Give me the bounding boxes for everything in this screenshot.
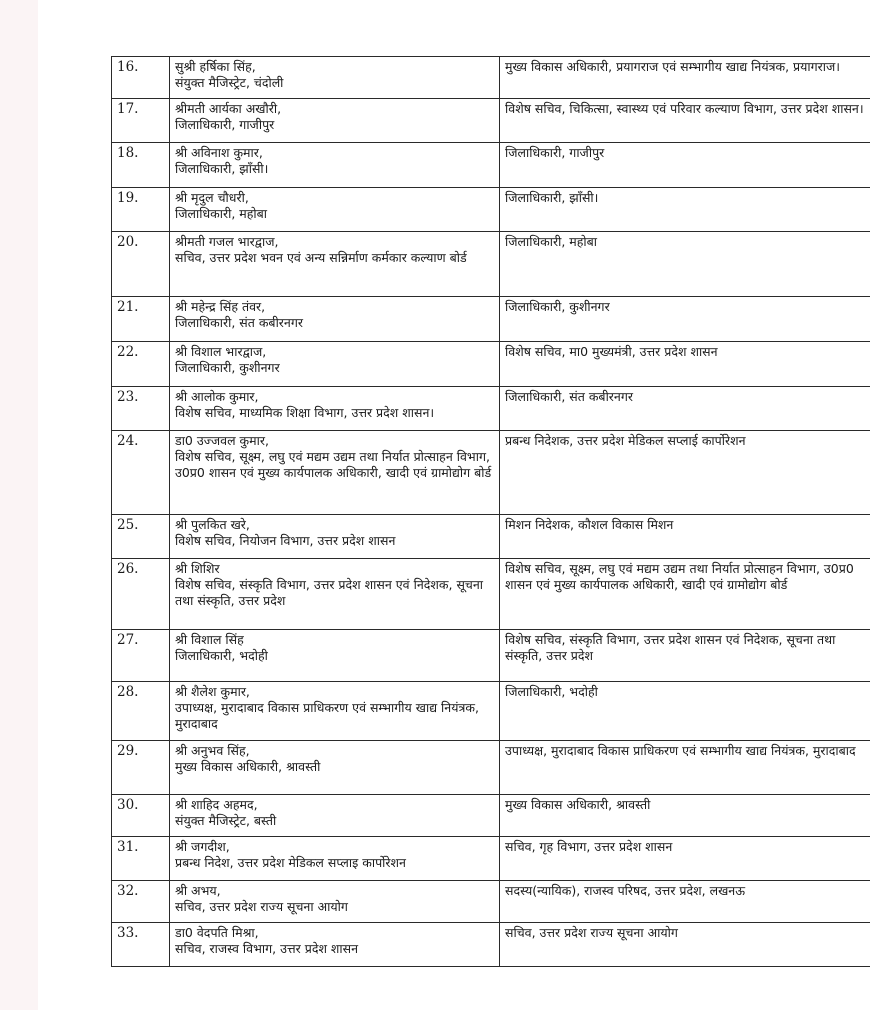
officer-name: श्री विशाल सिंह bbox=[175, 632, 244, 647]
new-posting: प्रबन्ध निदेशक, उत्तर प्रदेश मेडिकल सप्लाई कार्पोरेशन bbox=[500, 431, 870, 515]
current-post: सचिव, उत्तर प्रदेश राज्य सूचना आयोग bbox=[175, 899, 348, 914]
serial-number: 19. bbox=[112, 188, 170, 232]
current-post-cell bbox=[170, 99, 500, 143]
serial-number: 29. bbox=[112, 741, 170, 795]
table-row bbox=[112, 57, 870, 99]
new-posting: जिलाधिकारी, झाँसी। bbox=[500, 188, 870, 232]
current-post-cell bbox=[170, 923, 500, 967]
current-post-cell bbox=[170, 881, 500, 923]
officer-name: डा0 उज्जवल कुमार, bbox=[175, 433, 269, 448]
officer-name: श्री जगदीश, bbox=[175, 839, 230, 854]
current-post-cell bbox=[170, 682, 500, 741]
current-post: प्रबन्ध निदेश, उत्तर प्रदेश मेडिकल सप्लाइ कार्पोरेशन bbox=[175, 855, 406, 870]
new-posting: उपाध्यक्ष, मुरादाबाद विकास प्राधिकरण एवं सम्भागीय खाद्य नियंत्रक, मुरादाबाद bbox=[500, 741, 870, 795]
new-posting: मिशन निदेशक, कौशल विकास मिशन bbox=[500, 515, 870, 559]
table-row bbox=[112, 559, 870, 630]
officer-name: श्री विशाल भारद्वाज, bbox=[175, 344, 267, 359]
officer-name: श्री महेन्द्र सिंह तंवर, bbox=[175, 299, 266, 314]
new-posting: मुख्य विकास अधिकारी, श्रावस्ती bbox=[500, 795, 870, 837]
new-posting: जिलाधिकारी, भदोही bbox=[500, 682, 870, 741]
transfer-table-body bbox=[112, 57, 870, 967]
officer-name: सुश्री हर्षिका सिंह, bbox=[175, 59, 256, 74]
officer-name: डा0 वेदपति मिश्रा, bbox=[175, 925, 259, 940]
table-row bbox=[112, 342, 870, 387]
current-post: जिलाधिकारी, महोबा bbox=[175, 206, 268, 221]
new-posting: जिलाधिकारी, संत कबीरनगर bbox=[500, 387, 870, 431]
serial-number: 23. bbox=[112, 387, 170, 431]
table-row bbox=[112, 143, 870, 188]
officer-name: श्री अनुभव सिंह, bbox=[175, 743, 250, 758]
current-post-cell bbox=[170, 387, 500, 431]
serial-number: 28. bbox=[112, 682, 170, 741]
current-post-cell bbox=[170, 741, 500, 795]
serial-number: 16. bbox=[112, 57, 170, 99]
table-row bbox=[112, 923, 870, 967]
current-post-cell bbox=[170, 559, 500, 630]
serial-number: 22. bbox=[112, 342, 170, 387]
current-post-cell bbox=[170, 57, 500, 99]
table-row bbox=[112, 515, 870, 559]
serial-number: 26. bbox=[112, 559, 170, 630]
table-row bbox=[112, 232, 870, 297]
current-post: संयुक्त मैजिस्ट्रेट, बस्ती bbox=[175, 813, 277, 828]
serial-number: 21. bbox=[112, 297, 170, 342]
current-post-cell bbox=[170, 297, 500, 342]
current-post: विशेष सचिव, नियोजन विभाग, उत्तर प्रदेश शासन bbox=[175, 533, 396, 548]
serial-number: 30. bbox=[112, 795, 170, 837]
current-post: सचिव, उत्तर प्रदेश भवन एवं अन्य सन्निर्माण कर्मकार कल्याण बोर्ड bbox=[175, 250, 467, 265]
current-post: विशेष सचिव, सूक्ष्म, लघु एवं मद्यम उद्यम तथा निर्यात प्रोत्साहन विभाग, उ0प्र0 शासन एवं मुख्य कार्यपालक अधिकारी, खादी एवं ग्रामोद्योग बोर्ड bbox=[175, 449, 492, 480]
table-row bbox=[112, 837, 870, 881]
new-posting: विशेष सचिव, संस्कृति विभाग, उत्तर प्रदेश शासन एवं निदेशक, सूचना तथा संस्कृति, उत्तर प्रदेश bbox=[500, 630, 870, 682]
new-posting: जिलाधिकारी, महोबा bbox=[500, 232, 870, 297]
new-posting: मुख्य विकास अधिकारी, प्रयागराज एवं सम्भागीय खाद्य नियंत्रक, प्रयागराज। bbox=[500, 57, 870, 99]
serial-number: 17. bbox=[112, 99, 170, 143]
officer-name: श्री पुलकित खरे, bbox=[175, 517, 250, 532]
officer-name: श्री आलोक कुमार, bbox=[175, 389, 259, 404]
current-post: जिलाधिकारी, गाजीपुर bbox=[175, 117, 275, 132]
serial-number: 18. bbox=[112, 143, 170, 188]
current-post: मुख्य विकास अधिकारी, श्रावस्ती bbox=[175, 759, 321, 774]
current-post-cell bbox=[170, 188, 500, 232]
table-row bbox=[112, 795, 870, 837]
table-row bbox=[112, 387, 870, 431]
serial-number: 32. bbox=[112, 881, 170, 923]
current-post: जिलाधिकारी, संत कबीरनगर bbox=[175, 315, 304, 330]
serial-number: 31. bbox=[112, 837, 170, 881]
table-row bbox=[112, 741, 870, 795]
table-row bbox=[112, 297, 870, 342]
officer-name: श्रीमती गजल भारद्वाज, bbox=[175, 234, 279, 249]
new-posting: जिलाधिकारी, कुशीनगर bbox=[500, 297, 870, 342]
current-post-cell bbox=[170, 837, 500, 881]
current-post: संयुक्त मैजिस्ट्रेट, चंदोली bbox=[175, 75, 284, 90]
new-posting: सदस्य(न्यायिक), राजस्व परिषद, उत्तर प्रदेश, लखनऊ bbox=[500, 881, 870, 923]
serial-number: 27. bbox=[112, 630, 170, 682]
serial-number: 33. bbox=[112, 923, 170, 967]
officer-name: श्री अविनाश कुमार, bbox=[175, 145, 263, 160]
table-row bbox=[112, 682, 870, 741]
new-posting: जिलाधिकारी, गाजीपुर bbox=[500, 143, 870, 188]
current-post-cell bbox=[170, 515, 500, 559]
serial-number: 20. bbox=[112, 232, 170, 297]
serial-number: 25. bbox=[112, 515, 170, 559]
current-post-cell bbox=[170, 795, 500, 837]
new-posting: विशेष सचिव, मा0 मुख्यमंत्री, उत्तर प्रदेश शासन bbox=[500, 342, 870, 387]
current-post: सचिव, राजस्व विभाग, उत्तर प्रदेश शासन bbox=[175, 941, 359, 956]
officer-name: श्री शिशिर bbox=[175, 561, 220, 576]
new-posting: विशेष सचिव, सूक्ष्म, लघु एवं मद्यम उद्यम तथा निर्यात प्रोत्साहन विभाग, उ0प्र0 शासन एवं मुख्य कार्यपालक अधिकारी, खादी एवं ग्रामोद्योग बोर्ड bbox=[500, 559, 870, 630]
current-post: उपाध्यक्ष, मुरादाबाद विकास प्राधिकरण एवं सम्भागीय खाद्य नियंत्रक, मुरादाबाद bbox=[175, 700, 479, 731]
officer-name: श्री अभय, bbox=[175, 883, 221, 898]
current-post-cell bbox=[170, 431, 500, 515]
officer-name: श्री शाहिद अहमद, bbox=[175, 797, 258, 812]
current-post: विशेष सचिव, संस्कृति विभाग, उत्तर प्रदेश शासन एवं निदेशक, सूचना तथा संस्कृति, उत्तर प्रदेश bbox=[175, 577, 484, 608]
transfer-table bbox=[111, 56, 870, 967]
table-row bbox=[112, 630, 870, 682]
current-post-cell bbox=[170, 342, 500, 387]
current-post: विशेष सचिव, माध्यमिक शिक्षा विभाग, उत्तर प्रदेश शासन। bbox=[175, 405, 435, 420]
document-page bbox=[38, 0, 870, 1010]
table-row bbox=[112, 881, 870, 923]
table-row bbox=[112, 188, 870, 232]
current-post-cell bbox=[170, 232, 500, 297]
officer-name: श्रीमती आर्यका अखौरी, bbox=[175, 101, 282, 116]
current-post-cell bbox=[170, 630, 500, 682]
current-post: जिलाधिकारी, भदोही bbox=[175, 648, 268, 663]
officer-name: श्री शैलेश कुमार, bbox=[175, 684, 250, 699]
new-posting: विशेष सचिव, चिकित्सा, स्वास्थ्य एवं परिवार कल्याण विभाग, उत्तर प्रदेश शासन। bbox=[500, 99, 870, 143]
current-post-cell bbox=[170, 143, 500, 188]
current-post: जिलाधिकारी, कुशीनगर bbox=[175, 360, 280, 375]
new-posting: सचिव, उत्तर प्रदेश राज्य सूचना आयोग bbox=[500, 923, 870, 967]
current-post: जिलाधिकारी, झाँसी। bbox=[175, 161, 269, 176]
table-row bbox=[112, 431, 870, 515]
serial-number: 24. bbox=[112, 431, 170, 515]
new-posting: सचिव, गृह विभाग, उत्तर प्रदेश शासन bbox=[500, 837, 870, 881]
table-row bbox=[112, 99, 870, 143]
officer-name: श्री मृदुल चौधरी, bbox=[175, 190, 249, 205]
